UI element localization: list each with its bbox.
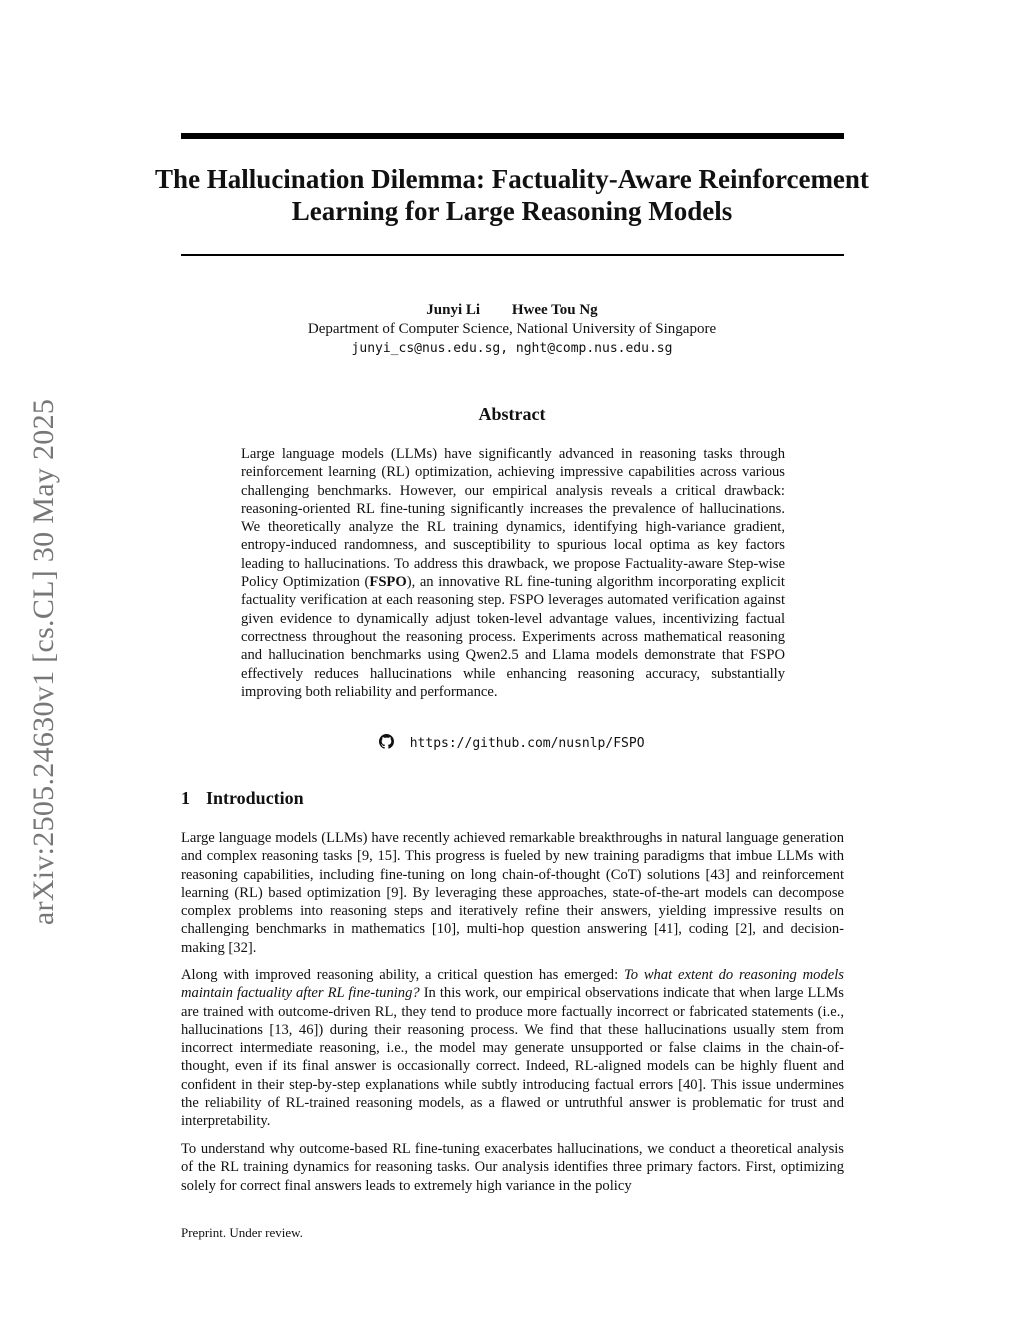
p2-lead: Along with improved reasoning ability, a critical question has emerged: [181,967,624,983]
page-footer: Preprint. Under review. [181,1225,303,1240]
intro-paragraph-3: To understand why outcome-based RL fine-tuning exacerbates hallucinations, we conduct a theoretical analysis of the RL training dynamics for reasoning tasks. Our analysis identifies three primary factors. First, optimizing solely for correct final answers leads to extremely high variance in the policy [181,1141,844,1194]
fspo-acronym: FSPO [369,574,407,591]
research-question: To what extent do reasoning models maintain factuality after RL fine-tuning? [181,967,844,1002]
author-name: Junyi Li [426,302,481,318]
author-name: Hwee Tou Ng [511,302,598,318]
author-emails: junyi_cs@nus.edu.sg, nght@comp.nus.edu.sg [351,341,673,356]
section-number: 1 [181,788,190,808]
section-heading-introduction [181,786,304,810]
intro-paragraph-1: Large language models (LLMs) have recently achieved remarkable breakthroughs in natural language generation and complex reasoning tasks [9, 15]. This progress is fueled by new training paradigms that imbue LLMs with reasoning capabilities, including fine-tuning on long chain-of-thought (CoT) solutions [43] and reinforcement learning (RL) based optimization [9]. By leveraging these approaches, state-of-the-art models can decompose complex problems into reasoning steps and iteratively refine their answers, yielding impressive results on challenging benchmarks in mathematics [10], multi-hop question answering [41], coding [2], and decision-making [32]. [181,830,844,956]
abstract-heading: Abstract [478,404,546,424]
p2-body: In this work, our empirical observations indicate that when large LLMs are trained with outcome-driven RL, they tend to produce more factually incorrect or fabricated statements (i.e., hallucinations [13, 46]) during their reasoning process. We find that these hallucinations usually stem from incorrect intermediate reasoning, i.e., the model may generate unsupported or false claims in the chain-of-thought, even if its final answer is occasionally correct. Indeed, RL-aligned models can be highly fluent and confident in their step-by-step explanations while subtly introducing factual errors [40]. This issue undermines the reliability of RL-trained reasoning models, as a flawed or untruthful answer is problematic for trust and interpretability. [181,985,844,1130]
abstract-part-2: ), an innovative RL fine-tuning algorithm incorporating explicit factuality verification at each reasoning step. FSPO leverages automated verification against given evidence to dynamically adjust token-level advantage values, incentivizing factual correctness throughout the reasoning process. Experiments across mathematical reasoning and hallucination benchmarks using Qwen2.5 and Llama models demonstrate that FSPO effectively reduces hallucinations while enhancing reasoning accuracy, substantially improving both reliability and performance. [241,574,785,700]
abstract-text [241,445,785,701]
title-rule-bottom [181,254,844,256]
title-rule-top [181,133,844,139]
author-list [0,300,1024,320]
abstract-part-1: Large language models (LLMs) have significantly advanced in reasoning tasks through reinforcement learning (RL) optimization, achieving impressive capabilities across various challenging benchmarks. However, our empirical analysis reveals a critical drawback: reasoning-oriented RL fine-tuning significantly increases the prevalence of hallucinations. We theoretically analyze the RL training dynamics, identifying high-variance gradient, entropy-induced randomness, and susceptibility to spurious local optima as key factors leading to hallucinations. To address this drawback, we propose Factuality-aware Step-wise Policy Optimization ( [241,446,785,591]
arxiv-identifier: arXiv:2505.24630v1 [cs.CL] 30 May 2025 [27,398,60,926]
intro-paragraph-2 [181,966,844,1131]
code-link[interactable] [0,733,1024,754]
section-title: Introduction [206,788,304,808]
github-icon [379,734,394,749]
paper-title: The Hallucination Dilemma: Factuality-Aware Reinforcement Learning for Large Reasoning Models [155,164,869,226]
code-url[interactable]: https://github.com/nusnlp/FSPO [409,736,645,751]
affiliation: Department of Computer Science, National University of Singapore [307,321,717,337]
